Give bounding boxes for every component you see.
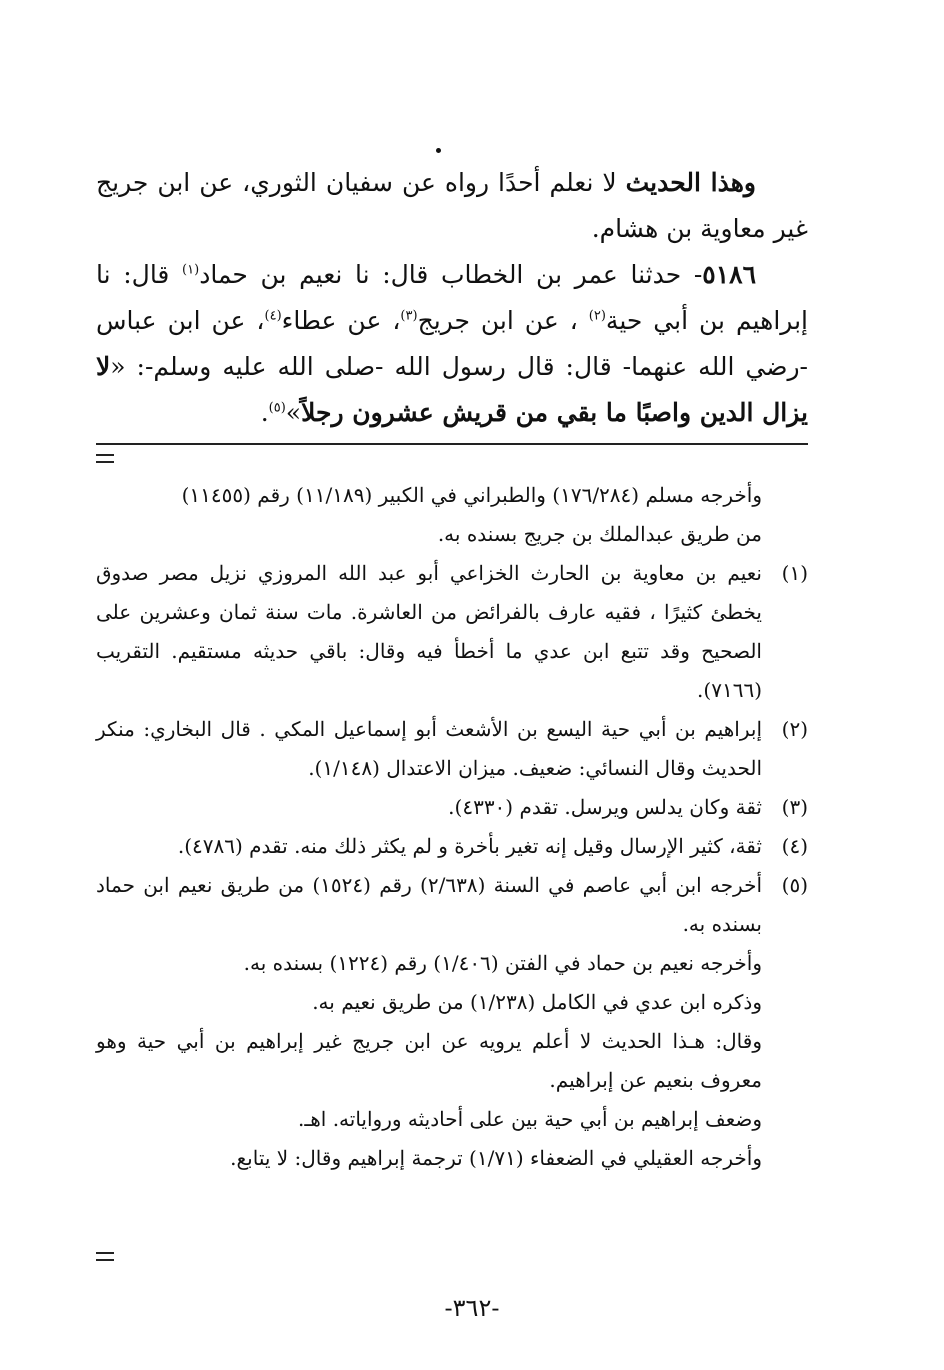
footnote-text: أخرجه ابن أبي عاصم في السنة (٢/٦٣٨) رقم (١٥٢٤) من طريق نعيم ابن حماد بسنده به. — [96, 873, 763, 936]
footnote-ref[interactable]: (١) — [182, 262, 200, 278]
footnote-text: نعيم بن معاوية بن الحارث الخزاعي أبو عبد الله المروزي نزيل مصر صدوق يخطئ كثيرًا ، فقيه عارف بالفرائض من العاشرة. مات سنة ثمان وعشرين على الصحيح وقد تتبع ابن عدي ما أخطأ فيه وقال: باقي حديثه مستقيم. التقريب (٧١٦٦). — [96, 561, 762, 702]
isnad-text: ، عن ابن جريج — [417, 306, 589, 335]
paragraph-commentary — [96, 160, 808, 252]
footnote-2 — [96, 710, 808, 788]
quote-close: » — [285, 398, 302, 427]
footnote-1 — [96, 554, 808, 710]
isnad-text: قال: نا إبراهيم بن أبي حية — [96, 260, 809, 335]
ornament-dot — [436, 148, 441, 153]
footnote-number: (٢) — [781, 717, 808, 741]
page-number: -٣٦٢- — [444, 1294, 500, 1322]
footnote-number: (١) — [781, 561, 808, 585]
commentary-text: لا نعلم أحدًا رواه عن سفيان الثوري، عن ابن جريج غير معاوية بن هشام. — [96, 168, 808, 243]
footnote-number: (٣) — [781, 795, 808, 819]
continuation-mark — [96, 454, 114, 463]
footnote-ref[interactable]: (٥) — [268, 400, 286, 416]
footnote-line: وذكره ابن عدي في الكامل (١/٢٣٨) من طريق نعيم به. — [312, 990, 762, 1014]
footnote-3 — [96, 788, 808, 827]
footnote-5 — [96, 866, 808, 944]
isnad-text: - حدثنا عمر بن الخطاب قال: نا نعيم بن حماد — [199, 260, 703, 289]
footnote-line: وقال: هـذا الحديث لا أعلم يرويه عن ابن جريج غير إبراهيم بن أبي حية وهو معروف بنعيم عن إبراهيم. — [96, 1029, 762, 1092]
lead-phrase: وهذا الحديث — [625, 168, 756, 197]
footnotes — [96, 476, 808, 1178]
footnote-line: وضعف إبراهيم بن أبي حية بين على أحاديثه ورواياته. اهـ. — [298, 1107, 762, 1131]
hadith-number: ٥١٨٦ — [702, 260, 757, 289]
footnote-text: ثقة وكان يدلس ويرسل. تقدم (٤٣٣٠). — [448, 795, 762, 819]
footnote-text: إبراهيم بن أبي حية اليسع بن الأشعث أبو إسماعيل المكي . قال البخاري: منكر الحديث وقال النسائي: ضعيف. ميزان الاعتدال (١/١٤٨). — [96, 717, 762, 780]
isnad-text: ، عن عطاء — [281, 306, 401, 335]
footnote-number: (٥) — [781, 873, 808, 897]
footnote-line: وأخرجه نعيم بن حماد في الفتن (١/٤٠٦) رقم (١٢٢٤) بسنده به. — [243, 951, 762, 975]
footnote-ref[interactable]: (٤) — [264, 308, 282, 324]
footnote-ref[interactable]: (٢) — [588, 308, 606, 324]
footnote-divider — [96, 443, 808, 445]
footnote-ref[interactable]: (٣) — [400, 308, 418, 324]
footnote-line: وأخرجه العقيلي في الضعفاء (١/٧١) ترجمة إبراهيم وقال: لا يتابع. — [230, 1146, 762, 1170]
continuation-mark — [96, 1252, 114, 1261]
main-text — [96, 160, 808, 436]
footnote-number: (٤) — [781, 834, 808, 858]
paragraph-hadith — [96, 252, 808, 436]
hadith-matn: لا يزال الدين واصبًا ما بقي من قريش عشرون رجلاً — [96, 352, 808, 427]
isnad-text: ، عن ابن عباس -رضي الله عنهما- قال: قال رسول الله -صلى الله عليه وسلم-: « — [96, 306, 808, 381]
footnote-text: ثقة، كثير الإرسال وقيل إنه تغير بأخرة و لم يكثر ذلك منه. تقدم (٤٧٨٦). — [177, 834, 762, 858]
footnote-4 — [96, 827, 808, 866]
period: . — [260, 398, 269, 427]
footnote-intro: من طريق عبدالملك بن جريج بسنده به. — [437, 522, 762, 546]
footnote-intro: وأخرجه مسلم (١٧٦/٢٨٤) والطبراني في الكبير (١١/١٨٩) رقم (١١٤٥٥) — [181, 483, 762, 507]
